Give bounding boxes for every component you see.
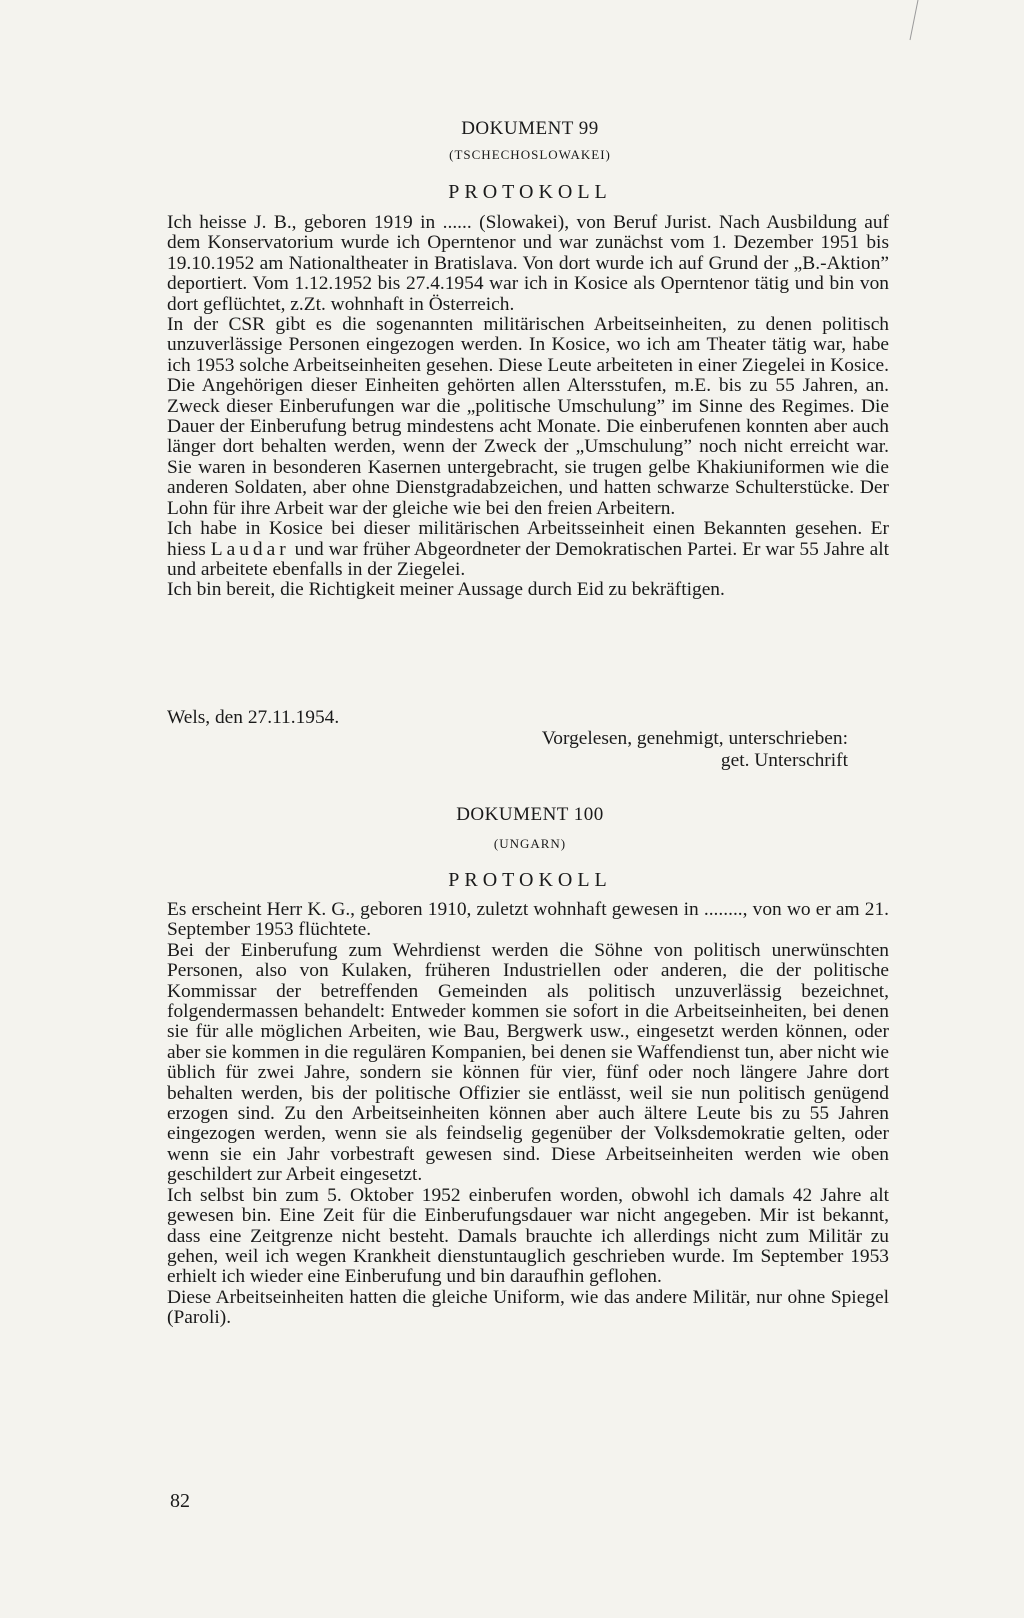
pencil-mark <box>896 0 926 45</box>
doc100-protocol-title: PROTOKOLL <box>448 869 612 891</box>
doc100-paragraph-2: Bei der Einberufung zum Wehrdienst werden die Söhne von politisch unerwünschten Personen, also von Kulaken, früheren Industriellen oder anderen, die der politische Kommissar der betreffenden Gemeinden als politisch unzuverlässig bezeichnet, folgendermassen behandelt: Entweder kommen sie sofort in die Arbeitseinheiten, bei denen sie für alle möglichen Arbeiten, wie Bau, Bergwerk usw., eingesetzt werden können, oder aber sie kommen in die regulären Kompanien, bei denen sie Waffendienst tun, aber nicht wie üblich für zwei Jahre, sondern sie können für vier, fünf oder noch längere Jahre dort behalten werden, bis der politische Offizier sie entlässt, weil sie nun politisch genügend erzogen sind. Zu den Arbeitseinheiten können aber auch ältere Leute bis zu 55 Jahren eingezogen werden, wenn sie als feindselig gegenüber der Volksdemokratie gelten, oder wenn sie ein Jahr vorbestraft gewesen sind. Diese Arbeitseinheiten werden wie oben geschildert zur Arbeit eingesetzt. <box>167 939 889 1186</box>
doc99-place-date: Wels, den 27.11.1954. <box>167 707 340 728</box>
doc99-country: (TSCHECHOSLOWAKEI) <box>449 147 611 162</box>
doc100-paragraph-4: Diese Arbeitseinheiten hatten die gleiche Uniform, wie das andere Militär, nur ohne Spiegel (Paroli). <box>167 1286 889 1329</box>
doc99-paragraph-4: Ich bin bereit, die Richtigkeit meiner Aussage durch Eid zu bekräftigen. <box>167 579 725 601</box>
doc99-paragraph-3 <box>167 519 889 580</box>
doc100-paragraph-1: Es erscheint Herr K. G., geboren 1910, zuletzt wohnhaft gewesen in ........, von wo er am 21. September 1953 flüchtete. <box>167 899 889 941</box>
doc99-paragraph-1: Ich heisse J. B., geboren 1919 in ...... (Slowakei), von Beruf Jurist. Nach Ausbildung auf dem Konservatorium wurde ich Operntenor und war zunächst vom 1. Dezember 1951 bis 19.10.1952 am Nationaltheater in Bratislava. Von dort wurde ich auf Grund der „B.-Aktion” deportiert. Vom 1.12.1952 bis 27.4.1954 war ich in Kosice als Operntenor tätig und bin von dort geflüchtet, z.Zt. wohnhaft in Österreich. <box>167 212 889 315</box>
page-number: 82 <box>170 1490 190 1512</box>
doc99-sig-line-1: Vorgelesen, genehmigt, unterschrieben: <box>541 728 848 749</box>
doc100-body <box>167 900 889 1329</box>
doc99-p3-before: Ich habe in Kosice bei dieser militärischen Arbeitsseinheit einen Bekannten gesehen. Er hiess <box>167 518 889 560</box>
doc99-p3-name: Laudar <box>210 538 290 560</box>
doc100-heading: DOKUMENT 100 <box>456 804 604 825</box>
doc99-p3-after: und war früher Abgeordneter der Demokratischen Partei. Er war 55 Jahre alt und arbeitete ebenfalls in der Ziegelei. <box>167 538 889 580</box>
doc99-protocol-title: PROTOKOLL <box>448 181 612 203</box>
doc99-body <box>167 213 889 601</box>
doc99-paragraph-2: In der CSR gibt es die sogenannten militärischen Arbeitseinheiten, zu denen politisch unzuverlässige Personen eingezogen werden. In Kosice, wo ich am Theater tätig war, habe ich 1953 solche Arbeitseinheiten gesehen. Diese Leute arbeiteten in einer Ziegelei in Kosice. Die Angehörigen dieser Einheiten gehörten allen Altersstufen, m.E. bis zu 55 Jahren, an. Zweck dieser Einberufungen war die „politische Umschulung” im Sinne des Regimes. Die Dauer der Einberufung betrug mindestens acht Monate. Die einberufenen konnten aber auch länger dort behalten werden, wenn der Zweck der „Umschulung” noch nicht erreicht war. Sie waren in besonderen Kasernen untergebracht, sie trugen gelbe Khakiuniformen wie die anderen Soldaten, aber ohne Dienstgradabzeichen, und hatten schwarze Schulterstücke. Der Lohn für ihre Arbeit war der gleiche wie bei den freien Arbeitern. <box>167 314 889 519</box>
doc99-sig-line-2: get. Unterschrift <box>720 750 848 771</box>
doc100-paragraph-3: Ich selbst bin zum 5. Oktober 1952 einberufen worden, obwohl ich damals 42 Jahre alt gewesen bin. Eine Zeit für die Einberufungsdauer war nicht angegeben. Mir ist bekannt, dass eine Zeitgrenze nicht besteht. Damals brauchte ich allerdings nicht zum Militär zu gehen, weil ich wegen Krankheit dienstuntauglich geschrieben wurde. Im September 1953 erhielt ich wieder eine Einberufung und bin daraufhin geflohen. <box>167 1184 889 1288</box>
doc100-country: (UNGARN) <box>493 836 567 851</box>
doc99-heading: DOKUMENT 99 <box>461 118 599 139</box>
doc99-signature-block <box>542 728 848 772</box>
